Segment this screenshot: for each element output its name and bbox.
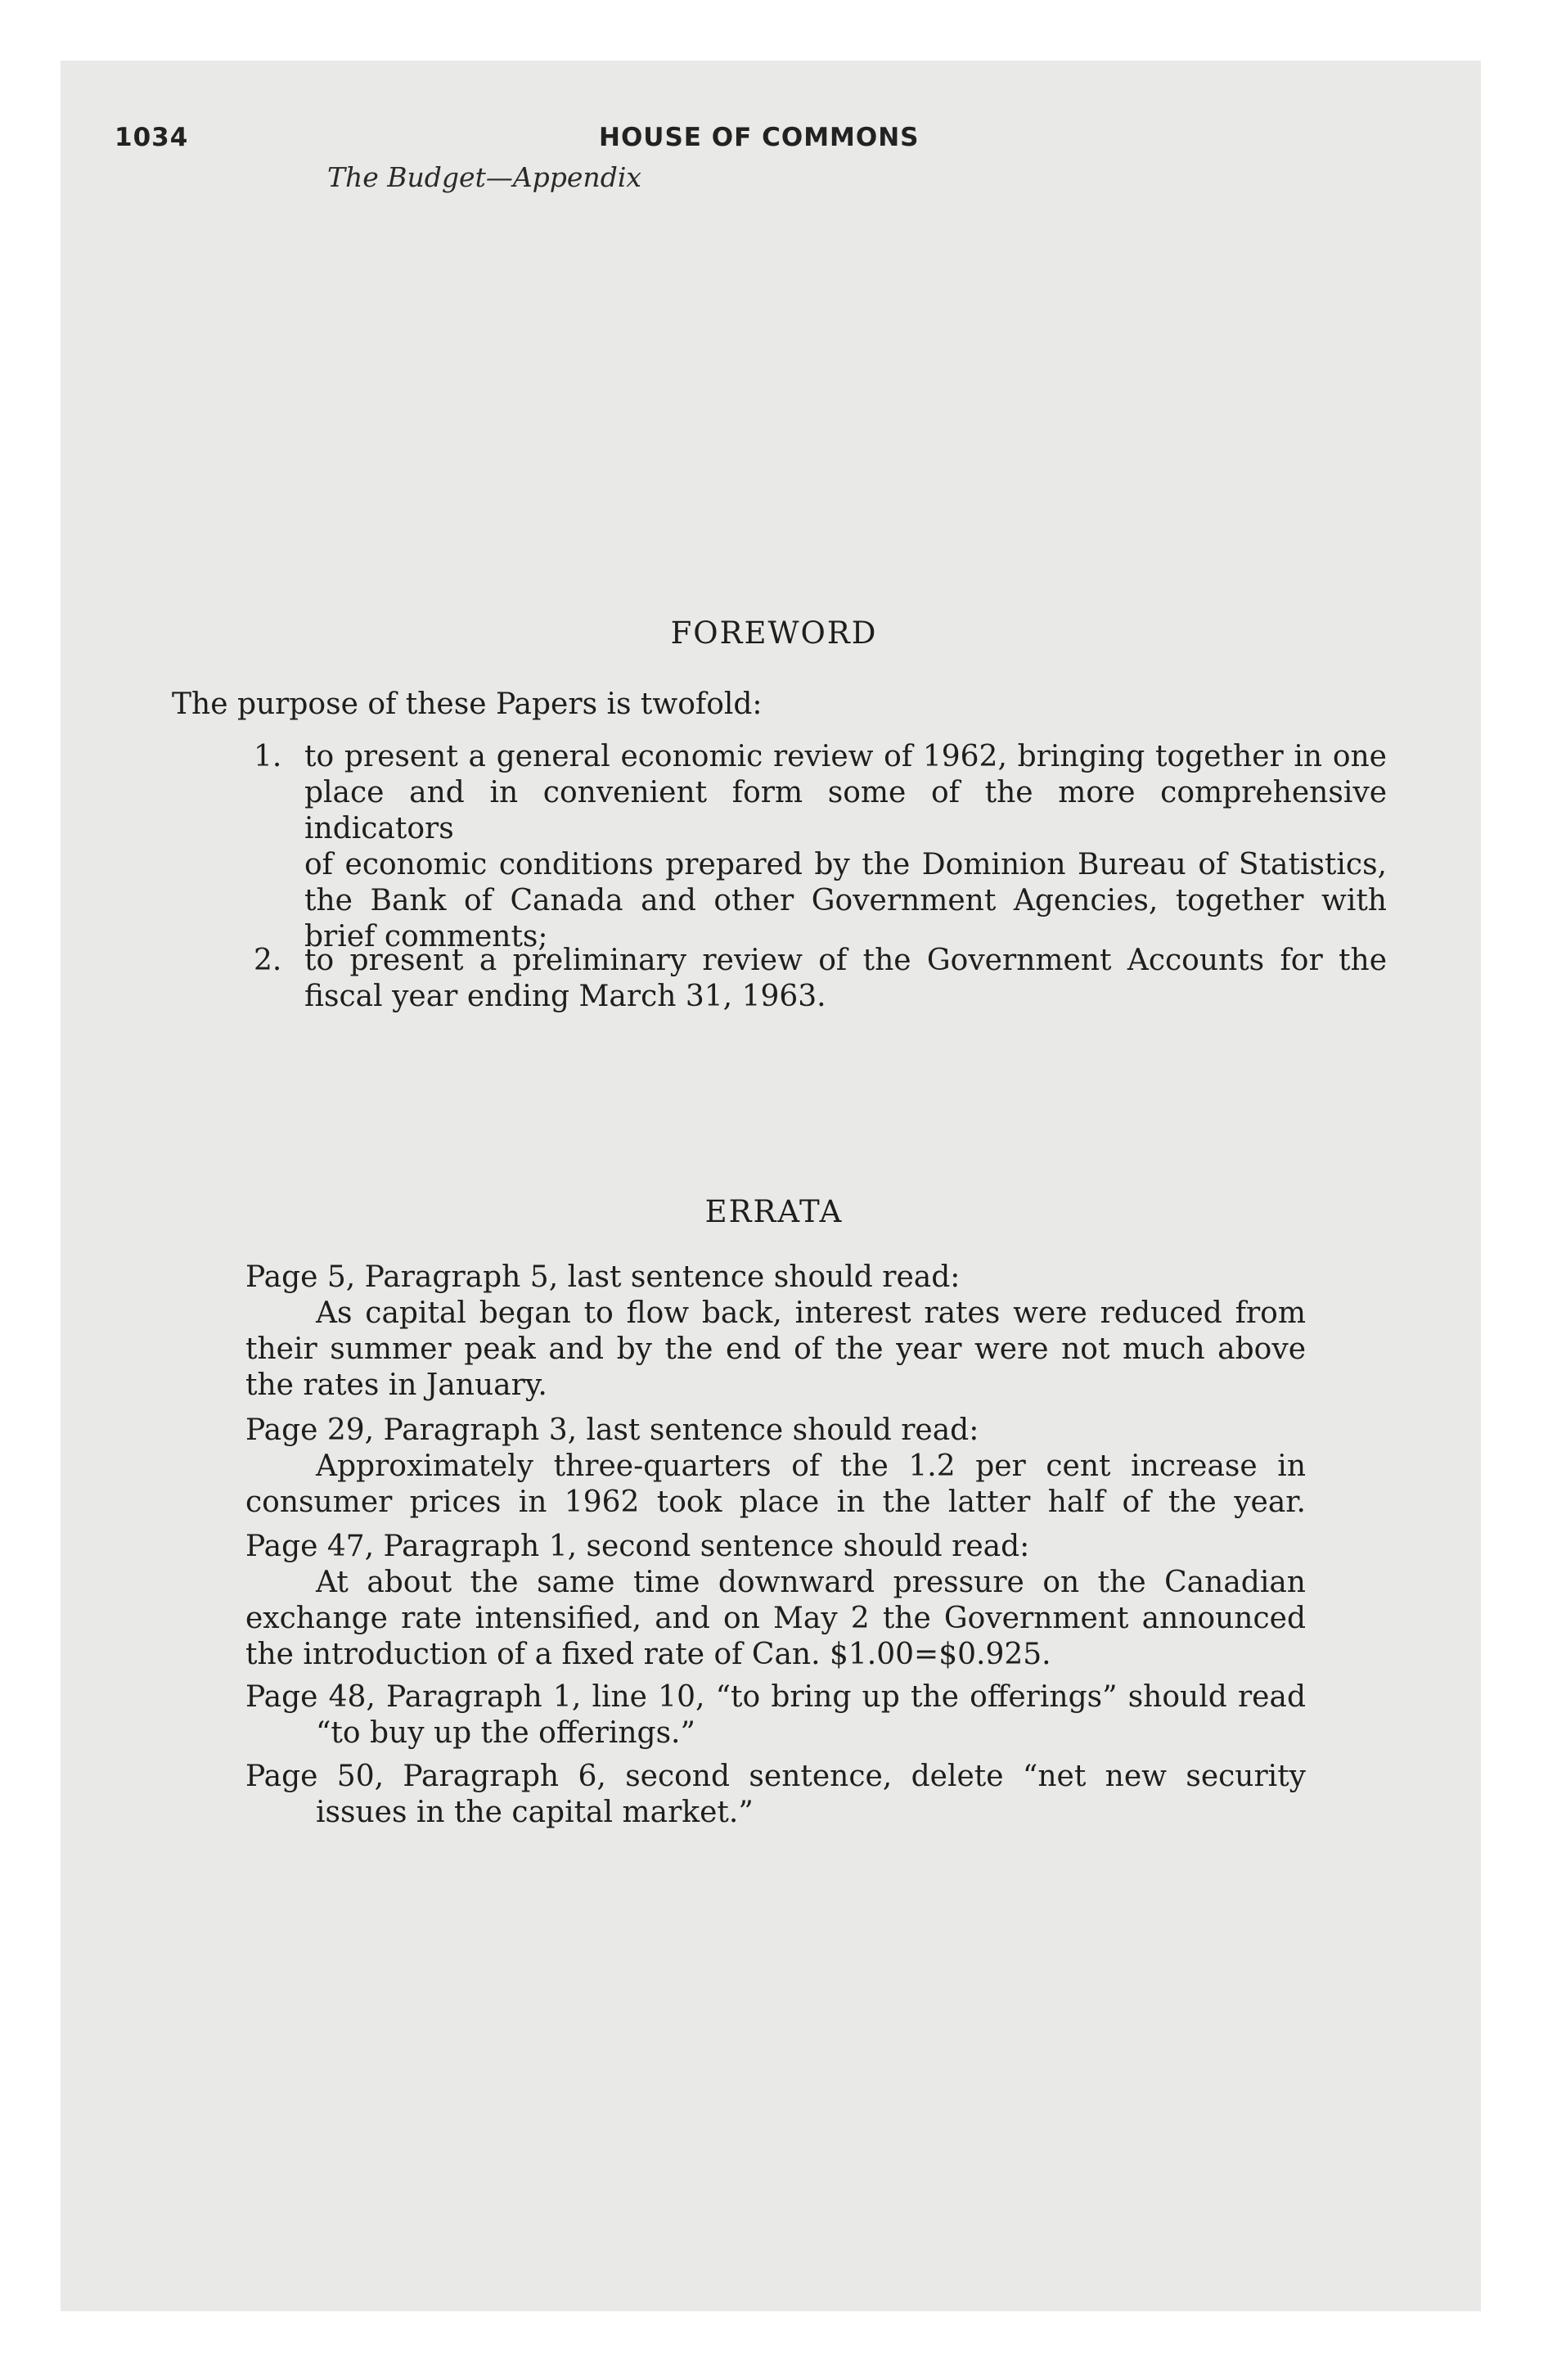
foreword-item-line: place and in convenient form some of the more comprehensive indicators	[304, 776, 1387, 845]
errata-entry-line: the rates in January.	[245, 1368, 547, 1402]
foreword-item-line: of economic conditions prepared by the Dominion Bureau of Statistics,	[304, 848, 1387, 881]
errata-entry-ref: Page 5, Paragraph 5, last sentence should read:	[245, 1260, 961, 1294]
foreword-item-continuation	[304, 775, 1387, 955]
errata-heading: ERRATA	[704, 1194, 844, 1229]
errata-entry	[245, 1529, 1306, 1673]
errata-entry-line: As capital began to flow back, interest rates were reduced from	[316, 1296, 1306, 1330]
running-subtitle: The Budget—Appendix	[327, 161, 641, 193]
foreword-intro: The purpose of these Papers is twofold:	[172, 687, 763, 721]
foreword-item-line: to present a preliminary review of the Government Accounts for the	[304, 944, 1387, 977]
errata-entry-line: Approximately three-quarters of the 1.2 per cent increase in	[316, 1449, 1306, 1483]
foreword-item-number: 2.	[254, 944, 282, 977]
foreword-heading: FOREWORD	[670, 615, 878, 651]
foreword-item-line: fiscal year ending March 31, 1963.	[304, 980, 826, 1013]
foreword-item-line: brief comments;	[304, 920, 548, 953]
errata-entry-line: At about the same time downward pressure on the Canadian	[316, 1566, 1306, 1599]
errata-entry-line: “to buy up the offerings.”	[316, 1716, 695, 1750]
foreword-item	[304, 739, 1387, 775]
errata-entry	[245, 1413, 1306, 1521]
errata-entry-line: exchange rate intensified, and on May 2 the Government announced	[245, 1602, 1306, 1635]
foreword-item	[304, 943, 1387, 1015]
errata-entry-ref: Page 50, Paragraph 6, second sentence, delete “net new security	[245, 1760, 1306, 1793]
errata-entry-line: the introduction of a fixed rate of Can. $1.00=$0.925.	[245, 1638, 1051, 1671]
errata-entry-line: issues in the capital market.”	[316, 1796, 754, 1829]
page-sheet	[61, 61, 1481, 2311]
foreword-item-line: to present a general economic review of 1962, bringing together in one	[304, 740, 1387, 773]
errata-entry-ref: Page 29, Paragraph 3, last sentence should read:	[245, 1413, 979, 1447]
running-title: HOUSE OF COMMONS	[599, 123, 920, 152]
page-number: 1034	[115, 123, 189, 152]
foreword-item-line: the Bank of Canada and other Government Agencies, together with	[304, 884, 1387, 917]
errata-entry-line: consumer prices in 1962 took place in the latter half of the year.	[245, 1485, 1306, 1519]
foreword-item-number: 1.	[254, 740, 282, 773]
errata-entry-ref: Page 48, Paragraph 1, line 10, “to bring up the offerings” should read	[245, 1680, 1306, 1714]
errata-entry	[245, 1759, 1306, 1831]
errata-entry	[245, 1679, 1306, 1751]
errata-entry-ref: Page 47, Paragraph 1, second sentence should read:	[245, 1530, 1030, 1563]
errata-entry-line: their summer peak and by the end of the year were not much above	[245, 1332, 1306, 1366]
errata-entry	[245, 1260, 1306, 1404]
